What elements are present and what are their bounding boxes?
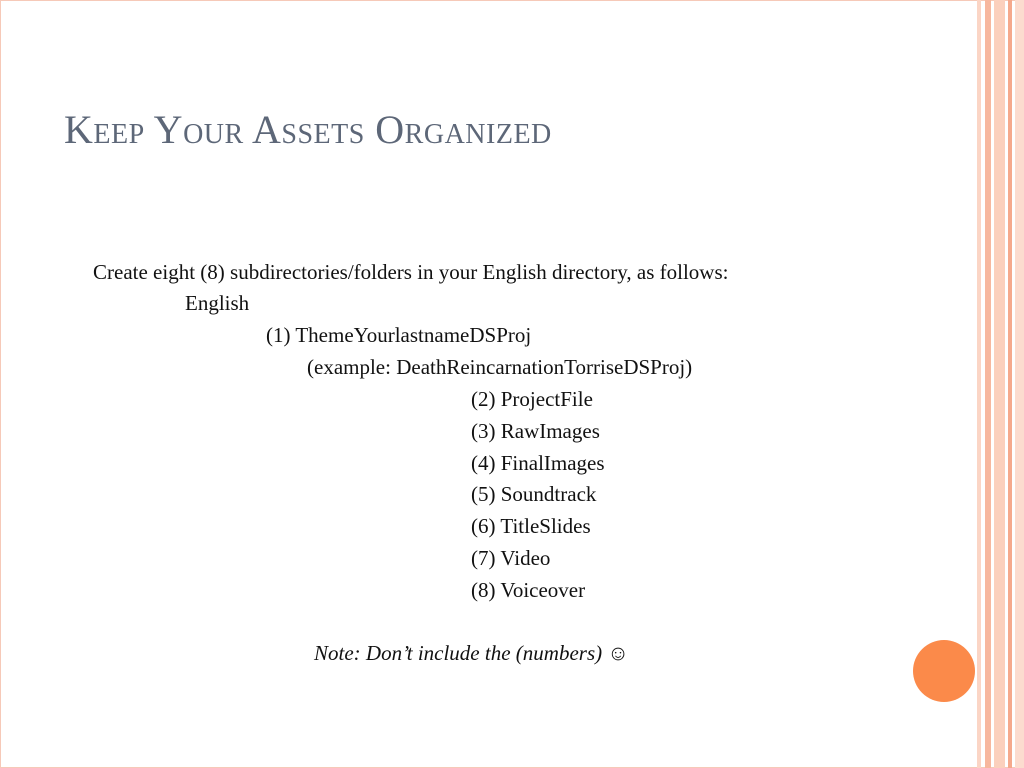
- accent-circle: [913, 640, 975, 702]
- decorative-stripe: [985, 0, 991, 768]
- slide-title: Keep Your Assets Organized: [64, 107, 552, 152]
- decorative-stripe: [1015, 0, 1024, 768]
- subfolder-item: (8) Voiceover: [471, 578, 586, 602]
- root-folder-label: English: [185, 291, 250, 315]
- intro-text: Create eight (8) subdirectories/folders in your English directory, as follows:: [93, 260, 729, 284]
- subfolder-item: (4) FinalImages: [471, 451, 605, 475]
- subfolder-item: (3) RawImages: [471, 419, 600, 443]
- decorative-stripe: [994, 0, 1005, 768]
- example-text: (example: DeathReincarnationTorriseDSProj): [307, 355, 693, 379]
- subfolder-item: (6) TitleSlides: [471, 514, 591, 538]
- subfolder-item: (7) Video: [471, 546, 551, 570]
- subfolder-item: (2) ProjectFile: [471, 387, 593, 411]
- note-text: Note: Don’t include the (numbers) ☺: [314, 641, 629, 665]
- decorative-stripe: [977, 0, 981, 768]
- decorative-stripe: [1008, 0, 1012, 768]
- theme-folder-label: (1) ThemeYourlastnameDSProj: [266, 323, 532, 347]
- subfolder-item: (5) Soundtrack: [471, 482, 597, 506]
